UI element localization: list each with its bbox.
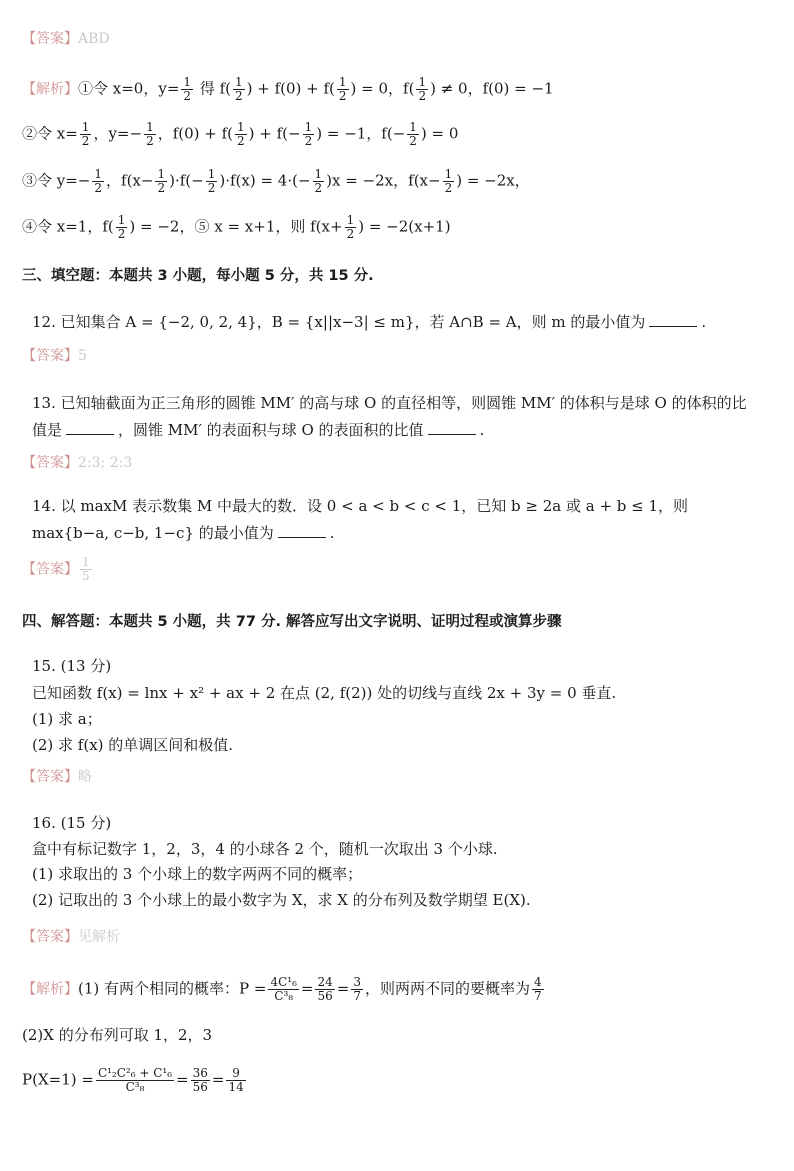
analysis-tag: 【解析】 bbox=[22, 81, 78, 98]
text: ，f(0) + f( bbox=[157, 124, 234, 143]
question-15-head: 15. (13 分) bbox=[32, 657, 112, 675]
question-16-line-1: 盒中有标记数字 1，2，3，4 的小球各 2 个，随机一次取出 3 个小球. bbox=[32, 840, 498, 858]
answer-tag: 【答案】 bbox=[22, 929, 78, 945]
fraction: $\frac{1}{2}$ bbox=[146, 120, 154, 148]
answer-fraction: $\frac{1}{5}$ bbox=[82, 555, 90, 583]
section-title-4: 四、解答题：本题共 5 小题，共 77 分. 解答应写出文字说明、证明过程或演算步骤 bbox=[22, 614, 562, 630]
text: 值是 bbox=[32, 421, 63, 439]
text: ④令 x=1，f( bbox=[22, 217, 114, 236]
text: )x = −2x，f(x− bbox=[326, 171, 441, 190]
answer-tag: 【答案】 bbox=[22, 348, 78, 364]
text: ) = −2x， bbox=[456, 171, 530, 190]
answer-blank[interactable] bbox=[66, 420, 114, 435]
question-15-line-1: 已知函数 f(x) = lnx + x² + ax + 2 在点 (2, f(2)) 处的切线与直线 2x + 3y = 0 垂直. bbox=[32, 684, 617, 702]
fraction: $\frac{1}{2}$ bbox=[81, 120, 90, 148]
analysis-11-line-4 bbox=[22, 214, 451, 241]
text: ) + f(− bbox=[248, 124, 301, 143]
fraction: $\frac{9}{14}$ bbox=[228, 1066, 244, 1094]
answer-blank[interactable] bbox=[278, 523, 326, 538]
text: = bbox=[211, 1070, 225, 1089]
text: ①令 x=0，y= bbox=[78, 79, 180, 98]
analysis-16-line-1 bbox=[22, 976, 546, 1003]
fraction: $\frac{1}{2}$ bbox=[304, 120, 313, 148]
answer-value: 5 bbox=[78, 348, 87, 364]
answer-value: 略 bbox=[78, 769, 92, 785]
analysis-11-line-1 bbox=[22, 76, 554, 103]
fraction: $\frac{1}{2}$ bbox=[237, 120, 245, 148]
text: ②令 x= bbox=[22, 124, 78, 143]
text: )·f(− bbox=[169, 171, 204, 190]
fraction: $\frac{\text{C¹₂C²₆ + C¹₆}}{\text{C³₈}}$ bbox=[97, 1066, 173, 1094]
text: ) = −2，⑤ x = x+1，则 f(x+ bbox=[129, 217, 343, 236]
fraction: $\frac{1}{2}$ bbox=[183, 75, 192, 103]
analysis-16-line-3 bbox=[22, 1067, 248, 1094]
fraction: $\frac{1}{2}$ bbox=[314, 167, 323, 195]
answer-value: ABD bbox=[78, 31, 110, 47]
answer-11 bbox=[22, 28, 110, 49]
fraction: $\frac{1}{2}$ bbox=[338, 75, 347, 103]
analysis-tag: 【解析】 bbox=[22, 981, 78, 998]
text: ，y=− bbox=[93, 124, 143, 143]
fraction: $\frac{1}{2}$ bbox=[207, 167, 216, 195]
text: ，则两两不同的要概率为 bbox=[364, 979, 530, 998]
answer-value: 见解析 bbox=[78, 929, 120, 945]
fraction: $\frac{36}{56}$ bbox=[192, 1066, 208, 1094]
analysis-11-line-3 bbox=[22, 168, 530, 195]
fraction: $\frac{1}{2}$ bbox=[94, 167, 103, 195]
question-text: 12. 已知集合 A = {−2, 0, 2, 4}，B = {x||x−3| ≤ m}，若 A∩B = A，则 m 的最小值为 bbox=[32, 313, 646, 331]
question-13-line-2 bbox=[32, 420, 484, 440]
answer-value: 2:3; 2:3 bbox=[78, 455, 133, 471]
answer-blank[interactable] bbox=[428, 420, 476, 435]
question-15-line-3: (2) 求 f(x) 的单调区间和极值. bbox=[32, 736, 234, 754]
analysis-11-line-2 bbox=[22, 121, 458, 148]
section-title-3: 三、填空题：本题共 3 小题，每小题 5 分，共 15 分. bbox=[22, 268, 374, 284]
fraction: $\frac{1}{2}$ bbox=[444, 167, 453, 195]
fraction: $\frac{1}{2}$ bbox=[346, 213, 355, 241]
text: . bbox=[329, 524, 335, 542]
text: = bbox=[336, 979, 350, 998]
answer-blank[interactable] bbox=[649, 312, 697, 327]
question-14-line-1: 14. 以 maxM 表示数集 M 中最大的数．设 0 < a < b < c < 1，已知 b ≥ 2a 或 a + b ≤ 1，则 bbox=[32, 497, 689, 515]
question-13-line-1: 13. 已知轴截面为正三角形的圆锥 MM′ 的高与球 O 的直径相等，则圆锥 MM′ 的体积与是球 O 的体积的比 bbox=[32, 394, 747, 412]
text: max{b−a, c−b, 1−c} 的最小值为 bbox=[32, 524, 274, 542]
answer-16 bbox=[22, 926, 120, 947]
text: = bbox=[300, 979, 314, 998]
text: ) = 0，f( bbox=[350, 79, 415, 98]
text: . bbox=[479, 421, 485, 439]
fraction: $\frac{1}{2}$ bbox=[157, 167, 166, 195]
text: ③令 y=− bbox=[22, 171, 91, 190]
analysis-16-line-2: (2)X 的分布列可取 1，2，3 bbox=[22, 1026, 213, 1044]
answer-tag: 【答案】 bbox=[22, 561, 78, 578]
question-16-line-3: (2) 记取出的 3 个小球上的最小数字为 X，求 X 的分布列及数学期望 E(X). bbox=[32, 891, 531, 909]
fraction: $\frac{4}{7}$ bbox=[533, 975, 542, 1003]
question-15-line-2: (1) 求 a； bbox=[32, 710, 102, 728]
answer-14 bbox=[22, 556, 94, 583]
text: )·f(x) = 4·(− bbox=[219, 171, 311, 190]
text: . bbox=[701, 313, 707, 331]
answer-13 bbox=[22, 452, 132, 473]
fraction: $\frac{3}{7}$ bbox=[353, 975, 361, 1003]
question-16-head: 16. (15 分) bbox=[32, 814, 112, 832]
fraction: $\frac{\text{4C¹₆}}{\text{C³₈}}$ bbox=[270, 975, 297, 1003]
text: 得 f( bbox=[195, 79, 231, 98]
answer-tag: 【答案】 bbox=[22, 31, 78, 47]
text: ，f(x− bbox=[106, 171, 154, 190]
text: = bbox=[176, 1070, 189, 1089]
answer-12 bbox=[22, 345, 87, 366]
text: ) ≠ 0，f(0) = −1 bbox=[430, 79, 554, 98]
question-14-line-2 bbox=[32, 523, 335, 543]
fraction: $\frac{1}{2}$ bbox=[234, 75, 243, 103]
fraction: $\frac{1}{2}$ bbox=[117, 213, 126, 241]
fraction: $\frac{1}{2}$ bbox=[418, 75, 427, 103]
fraction: $\frac{1}{2}$ bbox=[409, 120, 417, 148]
question-16-line-2: (1) 求取出的 3 个小球上的数字两两不同的概率； bbox=[32, 865, 363, 883]
text: ，圆锥 MM′ 的表面积与球 O 的表面积的比值 bbox=[118, 421, 424, 439]
text: ) = 0 bbox=[420, 124, 459, 143]
text: ) = −2(x+1) bbox=[358, 217, 451, 236]
answer-15 bbox=[22, 766, 92, 787]
text: P(X=1) = bbox=[22, 1070, 94, 1089]
text: ) + f(0) + f( bbox=[246, 79, 335, 98]
answer-tag: 【答案】 bbox=[22, 769, 78, 785]
fraction: $\frac{24}{56}$ bbox=[317, 975, 333, 1003]
answer-tag: 【答案】 bbox=[22, 455, 78, 471]
text: (1) 有两个相同的概率：P = bbox=[78, 979, 267, 998]
question-12 bbox=[32, 312, 706, 332]
text: ) = −1，f(− bbox=[316, 124, 406, 143]
